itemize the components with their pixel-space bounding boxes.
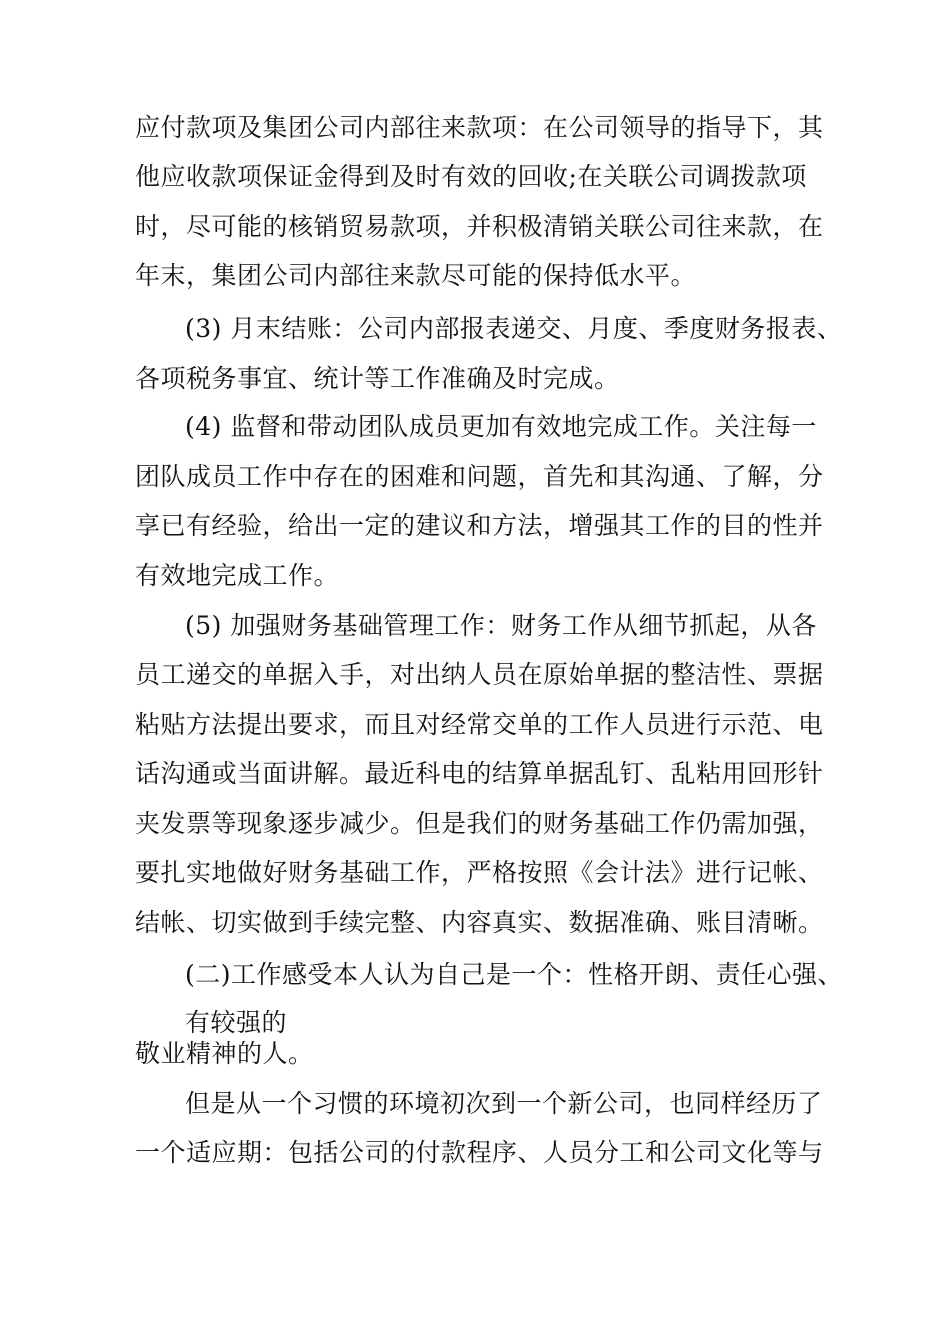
paragraph-line: 年末，集团公司内部往来款尽可能的保持低水平。 [135,261,697,290]
paragraph-line: 团队成员工作中存在的困难和问题，首先和其沟通、了解，分 [135,462,824,491]
paragraph-line: 各项税务事宜、统计等工作准确及时完成。 [135,364,620,393]
paragraph-line: 他应收款项保证金得到及时有效的回收;在关联公司调拨款项 [135,162,807,191]
paragraph-line: (4) 监督和带动团队成员更加有效地完成工作。关注每一 [185,412,817,441]
paragraph-line: 时，尽可能的核销贸易款项，并积极清销关联公司往来款，在 [135,212,824,241]
paragraph-line: 一个适应期：包括公司的付款程序、人员分工和公司文化等与 [135,1138,824,1167]
paragraph-line: 应付款项及集团公司内部往来款项：在公司领导的指导下，其 [135,113,824,142]
paragraph-line: 享已有经验，给出一定的建议和方法，增强其工作的目的性并 [135,511,824,540]
paragraph-line: 敬业精神的人。 [135,1039,314,1068]
paragraph-line: 有效地完成工作。 [135,561,340,590]
paragraph-line: 要扎实地做好财务基础工作，严格按照《会计法》进行记帐、 [135,858,824,887]
paragraph-line: (二)工作感受本人认为自己是一个：性格开朗、责任心强、 [185,960,844,989]
paragraph-line: 员工递交的单据入手，对出纳人员在原始单据的整洁性、票据 [135,660,824,689]
paragraph-line: 结帐、切实做到手续完整、内容真实、数据准确、账目清晰。 [135,908,824,937]
paragraph-line: 但是从一个习惯的环境初次到一个新公司，也同样经历了 [185,1089,823,1118]
paragraph-line: (3) 月末结账：公司内部报表递交、月度、季度财务报表、 [185,314,843,343]
paragraph-line: 有较强的 [185,1008,288,1037]
paragraph-line: 夹发票等现象逐步减少。但是我们的财务基础工作仍需加强， [135,809,824,838]
paragraph-line: 话沟通或当面讲解。最近科电的结算单据乱钉、乱粘用回形针 [135,759,824,788]
paragraph-line: 粘贴方法提出要求，而且对经常交单的工作人员进行示范、电 [135,710,824,739]
paragraph-line: (5) 加强财务基础管理工作：财务工作从细节抓起，从各 [185,611,817,640]
